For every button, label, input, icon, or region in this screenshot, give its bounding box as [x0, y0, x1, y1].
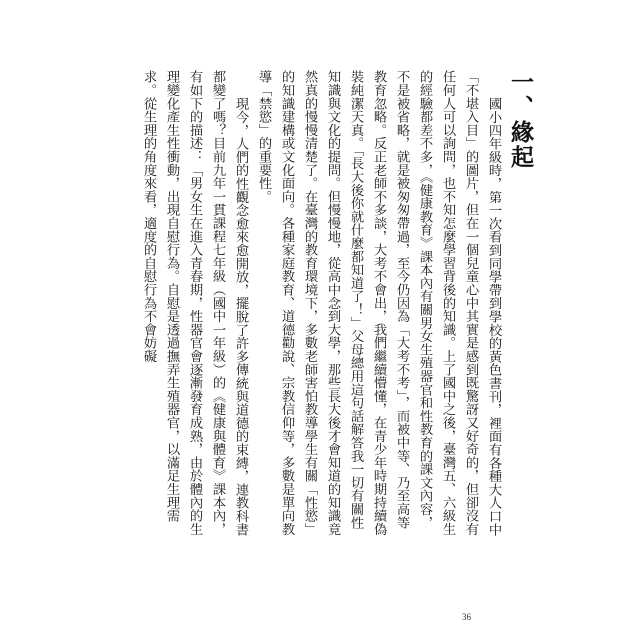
- section-heading: 一、緣起: [507, 70, 534, 170]
- body-text: [141, 70, 505, 540]
- paragraph-1: 國小四年級時，第一次看到同學帶到學校的黃色書刊，裡面有各種大人口中「不堪入目」的圖片，但在一個兒童心中其實是感到既驚訝又好奇的，但卻沒有任何人可以詢問，也不知怎麼學習背後的知識。上了國中之後，臺灣五、六級生的經驗都差不多，《健康教育》課本內有關男女生殖器官和性教育的課文內容，不是被省略，就是被匆匆帶過，至今仍因為「大考不考」，而被中等、乃至高等教育忽略。反正老師不多談，大考不會出，我們繼續懵懂，在青少年時期持續偽裝純潔天真。「長大後你就什麼都知道了！」父母總用這句話解答我一切有關性知識與文化的提問。但慢慢地，從高中念到大學，那些長大後才會知道的知識竟然真的慢慢清楚了。在臺灣的教育環境下，多數老師害怕教導學生有關「性慾」的知識建構或文化面向。各種家庭教育、道德勸說、宗教信仰等，多數是單向教導「禁慾」的重要性。: [256, 70, 501, 536]
- page-number: 36: [462, 612, 471, 622]
- paragraph-2: 現今，人們的性觀念愈來愈開放，擺脫了許多傳統與道德的束縛，連教科書都變了嗎？目前九年一貫課程七年級（國中一年級）的《健康與體育》課本內，有如下的描述：「男女生在進入青春期，性器官會逐漸發育成熟，由於體內的生理變化產生性衝動，出現自慰行為。自慰是透過撫弄生殖器官，以滿足生理需求。從生理的角度來看，適度的自慰行為不會妨礙: [141, 70, 248, 536]
